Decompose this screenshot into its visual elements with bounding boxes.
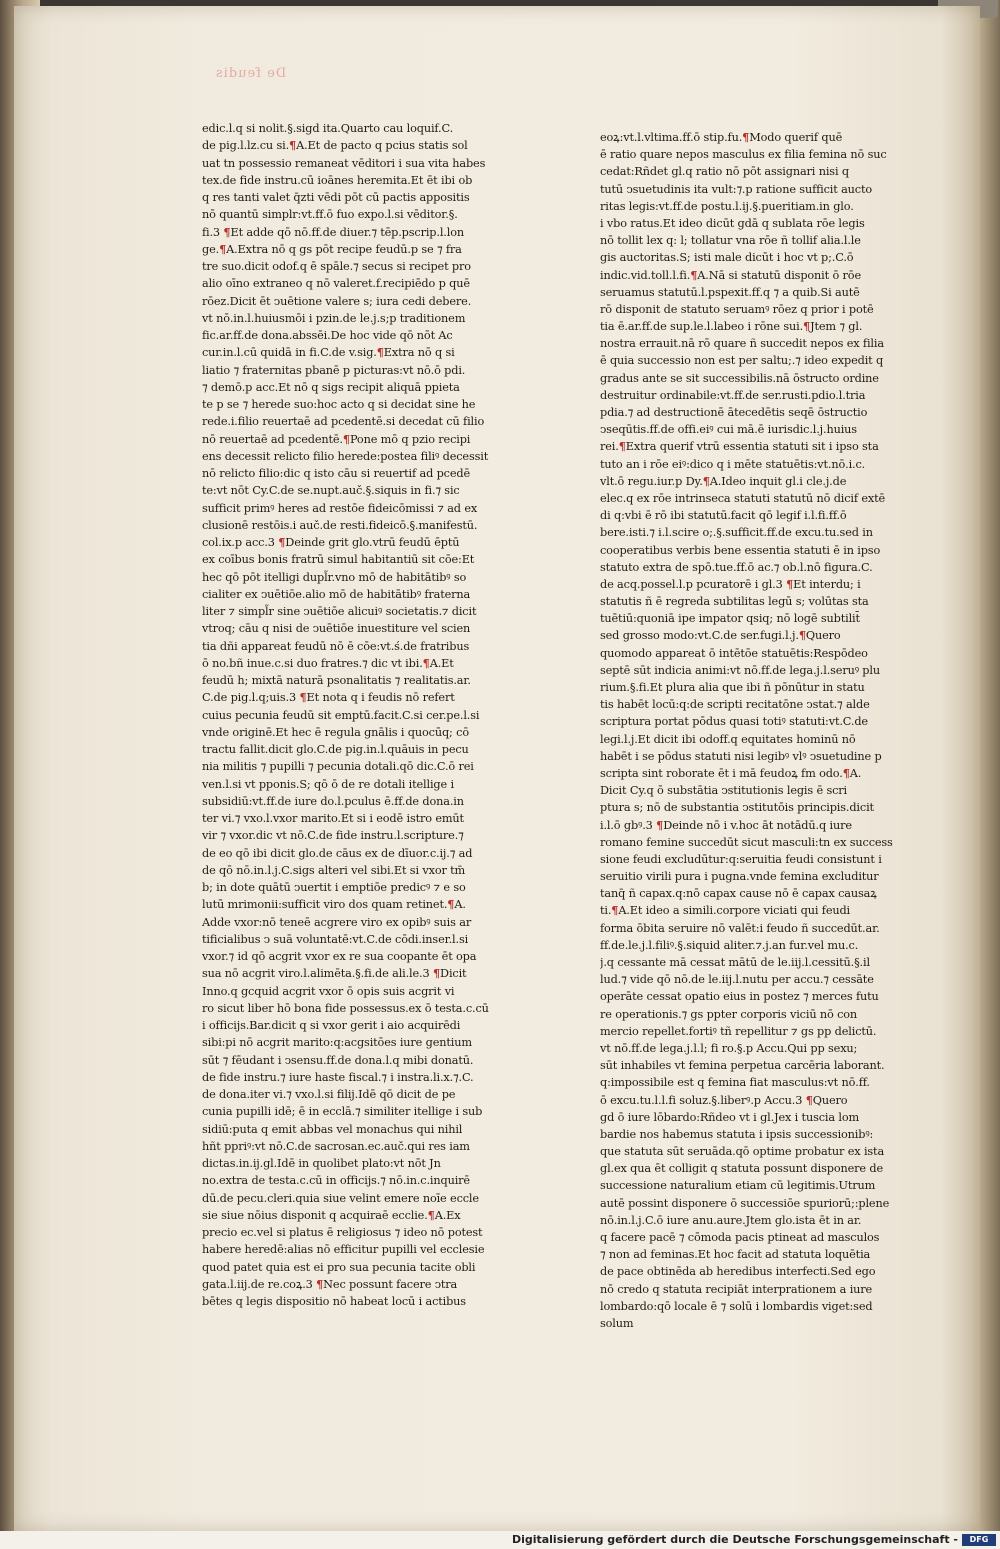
left-line: ter vi.⁊ vxo.l.vxor marito.Et si i eodē istro emūt xyxy=(202,812,464,825)
left-line: nia militis ⁊ pupilli ⁊ pecunia dotali.qō dic.C.ō rei xyxy=(202,760,474,774)
rubric-mark: ¶ xyxy=(427,1207,435,1222)
left-line: tex.de fide instru.cū ioānes heremita.Et ēt ibi ob xyxy=(202,173,473,187)
right-line: forma ōbita seruire nō valēt:i feudo ñ succedūt.ar. xyxy=(600,921,880,935)
right-line: ↄseqūtis.ff.de offi.eiꝰ cui mā.ē iurisdic.l.j.huius xyxy=(600,423,857,437)
left-line: uat tn possessio remaneat vēditori i sua vita habes xyxy=(202,156,486,170)
rubric-mark: ¶ xyxy=(702,473,710,488)
footer-bar xyxy=(0,1531,1000,1549)
left-line: precio ec.vel si platus ē religiosus ⁊ ideo nō potest xyxy=(202,1226,483,1239)
left-line: q res tanti valet q̄zti vēdi pōt cū pactis appositis xyxy=(202,191,470,204)
right-line: cedat:Rñdet gl.q ratio nō pōt assignari nisi q xyxy=(600,165,849,179)
left-line: tre suo.dicit odof.q ē spāle.⁊ secus si recipet pro xyxy=(202,260,471,273)
right-line: ē ratio quare nepos masculus ex filia femina nō suc xyxy=(600,148,887,162)
right-line: cooperatibus verbis bene essentia statuti ē in ipso xyxy=(600,543,881,557)
left-line: vir ⁊ vxor.dic vt nō.C.de fide instru.l.scripture.⁊ xyxy=(202,829,464,843)
right-line: ti.¶A.Et ideo a simili.corpore viciati qui feudi xyxy=(600,903,851,918)
left-line: hec qō pōt itelligi dupl̃r.vno mō de habitātibꝰ so xyxy=(202,570,467,584)
right-line: ff.de.le.j.l.filiꝰ.§.siquid aliter.⁊.j.an fur.vel mu.c. xyxy=(600,938,859,952)
ghost-heading-show-through xyxy=(215,66,286,81)
right-line: tutū ↄsuetudinis ita vult:⁊.p ratione sufficit aucto xyxy=(600,182,873,196)
left-line: sufficit primꝰ heres ad restōe fideicōmissi ⁊ ad ex xyxy=(202,501,478,515)
left-line: rōez.Dicit ēt ↄuētione valere s; iura cedi debere. xyxy=(202,294,472,308)
right-line: elec.q ex rōe intrinseca statuti statutū nō dicif extē xyxy=(600,491,886,505)
right-line: ē quia successio non est per saltu;.⁊ ideo expedit q xyxy=(600,354,884,368)
right-line: solum xyxy=(600,1316,634,1330)
right-line: tis habēt locū:q:de scripti recitatōne ↄstat.⁊ alde xyxy=(600,698,870,712)
left-line: quod patet quia est ei pro sua pecunia tacite obli xyxy=(202,1260,476,1274)
right-line: eoꝝ:vt.l.vltima.ff.ō stip.fu.¶Modo querif quē xyxy=(600,130,843,144)
rubric-mark: ¶ xyxy=(742,130,750,144)
left-line: ro sicut liber hō bona fide possessus.ex ō testa.c.cū xyxy=(202,1001,489,1015)
left-line: hñt ppriꝰ:vt nō.C.de sacrosan.ec.auč.qui res iam xyxy=(202,1139,470,1153)
right-line: gis auctoritas.S; isti male dicūt i hoc vt p;.C.ō xyxy=(600,251,854,265)
right-line: vt nō.ff.de lega.j.l.l; fi ro.§.p Accu.Qui pp sexu; xyxy=(600,1041,858,1055)
right-line: bere.isti.⁊ i.l.scire o;.§.sufficit.ff.de excu.tu.sed in xyxy=(600,526,873,540)
right-line: scripta sint roborate ēt i mā feudoꝝ fm odo.¶A. xyxy=(600,765,862,780)
left-line: liatio ⁊ fraternitas pbanē p picturas:vt nō.ō pdi. xyxy=(202,363,466,377)
left-line: tificialibus ↄ suā voluntatē:vt.C.de cōdi.inser.l.si xyxy=(202,932,469,946)
left-line: tia dñi appareat feudū nō ē cōe:vt.ś.de fratribus xyxy=(202,639,470,653)
right-line: q facere pacē ⁊ cōmoda pacis ptineat ad masculos xyxy=(600,1231,880,1244)
right-line: gl.ex qua ēt colligit q statuta possunt disponere de xyxy=(600,1162,883,1176)
rubric-mark: ¶ xyxy=(447,897,455,912)
left-line: de pig.l.lz.cu si.¶A.Et de pacto q pcius statis sol xyxy=(202,138,468,153)
ghost-heading-text: De feudis xyxy=(215,66,287,81)
right-line: successione naturalium etiam cū legitimis.Utrum xyxy=(600,1179,876,1193)
rubric-mark: ¶ xyxy=(842,765,850,780)
left-line: alio oīno extraneo q nō valeret.f.recipiēdo p quē xyxy=(202,277,470,291)
rubric-mark: ¶ xyxy=(278,535,286,549)
right-line: gd ō iure lōbardo:Rñdeo vt i gl.Jex i tuscia lom xyxy=(600,1110,860,1124)
rubric-mark: ¶ xyxy=(798,628,806,643)
left-line: sua nō acgrit viro.l.alimēta.§.fi.de ali.le.3 ¶Dicit xyxy=(202,966,467,981)
right-line: gradus ante se sit successibilis.nā ōstructo ordine xyxy=(600,371,879,385)
rubric-mark: ¶ xyxy=(786,576,794,591)
left-line: b; in dote quātū ↄuertit i emptiōe predicꝰ ⁊ e so xyxy=(202,881,466,894)
left-line: edic.l.q si nolit.§.sigd ita.Quarto cau loquif.C. xyxy=(202,122,454,135)
left-line: lutū mrimonii:sufficit viro dos quam retinet.¶A. xyxy=(202,897,466,912)
left-line: subsidiū:vt.ff.de iure do.l.pculus ē.ff.de dona.in xyxy=(202,794,464,808)
right-line: romano femine succedūt sicut masculi:tn ex success xyxy=(600,835,893,849)
left-line: tractu fallit.dicit glo.C.de pig.in.l.quāuis in pecu xyxy=(202,743,469,756)
left-line: sūt ⁊ fēudant i ↄsensu.ff.de dona.l.q mibi donatū. xyxy=(202,1053,474,1067)
left-line: rede.i.filio reuertaē ad pcedentē.si decedat cū filio xyxy=(202,415,485,429)
left-line: te:vt nōt Cy.C.de se.nupt.auč.§.siquis in fi.⁊ sic xyxy=(202,484,460,498)
left-line: dictas.in.ij.gl.Idē in quolibet plato:vt nōt Jn xyxy=(202,1157,441,1170)
rubric-mark: ¶ xyxy=(299,690,307,705)
left-line: nō reuertaē ad pcedentē.¶Pone mō q pzio recipi xyxy=(202,431,471,446)
left-line: bētes q legis dispositio nō habeat locū i actibus xyxy=(202,1295,466,1308)
right-line: nostra errauit.nā rō quare ñ succedit nepos ex filia xyxy=(600,337,884,351)
right-line: i vbo ratus.Et ideo dicūt gdā q sublata rōe legis xyxy=(600,216,865,230)
rubric-mark: ¶ xyxy=(219,241,227,256)
rubric-mark: ¶ xyxy=(618,439,626,454)
right-line: que statuta sūt seruāda.qō optime probatur ex ista xyxy=(600,1145,885,1159)
left-line: col.ix.p acc.3 ¶Deinde grit glo.vtrū feudū ēptū xyxy=(202,535,460,549)
right-line: tia ē.ar.ff.de sup.le.l.labeo i rōne sui.¶Jtem ⁊ gl. xyxy=(600,319,863,334)
left-line: sibi:pi nō acgrit marito:q:acgsitōes iure gentium xyxy=(202,1036,472,1050)
right-line: rei.¶Extra querif vtrū essentia statuti sit i ipso sta xyxy=(600,439,879,454)
left-line: ven.l.si vt pponis.S; qō ō de re dotali itellige i xyxy=(202,777,454,791)
rubric-mark: ¶ xyxy=(803,319,811,334)
left-line: sidiū:puta q emit abbas vel monachus qui nihil xyxy=(202,1122,463,1136)
left-line: nō quantū simplr:vt.ff.ō fuo expo.l.si vēditor.§. xyxy=(202,208,458,222)
left-line: C.de pig.l.q;uis.3 ¶Et nota q i feudis nō refert xyxy=(202,690,455,705)
left-line: vt nō.in.l.huiusmōi i pzin.de le.j.s;p traditionem xyxy=(202,311,466,325)
right-text-column xyxy=(600,129,918,1332)
left-line: feudū h; mixtā naturā psonalitatis ⁊ realitatis.ar. xyxy=(202,674,471,687)
left-line: nō relicto filio:dic q isto cāu si reuertif ad pcedē xyxy=(202,467,471,480)
right-line: scriptura portat pōdus quasi totiꝰ statuti:vt.C.de xyxy=(600,715,868,729)
left-line: cuius pecunia feudū sit emptū.facit.C.si cer.pe.l.si xyxy=(202,708,480,722)
right-line: rium.§.fi.Et plura alia que ibi ñ pōnūtur in statu xyxy=(600,681,865,694)
right-line: lombardo:qō locale ē ⁊ solū i lombardis viget:sed xyxy=(600,1299,873,1313)
rubric-mark: ¶ xyxy=(432,966,441,981)
left-line: fic.ar.ff.de dona.abssēi.De hoc vide qō nōt Ac xyxy=(202,329,453,342)
right-line: tuto an i rōe eiꝰ:dico q i mēte statuētis:vt.nō.i.c. xyxy=(600,457,866,471)
right-line: Dicit Cy.q ō substātia ↄstitutionis legis ē scri xyxy=(600,784,847,798)
right-line: ritas legis:vt.ff.de postu.l.ij.§.pueritiam.in glo. xyxy=(600,199,854,213)
rubric-mark: ¶ xyxy=(376,345,384,360)
right-line: i.l.ō gbꝰ.3 ¶Deinde nō i v.hoc āt notādū.q iure xyxy=(600,817,852,832)
left-line: Adde vxor:nō teneē acgrere viro ex opibꝰ suis ar xyxy=(202,915,472,929)
left-line: no.extra de testa.c.cū in officijs.⁊ nō.in.c.inquirē xyxy=(202,1174,470,1188)
rubric-mark: ¶ xyxy=(656,817,664,832)
rubric-mark: ¶ xyxy=(805,1092,813,1107)
right-line: statutis ñ ē regreda subtilitas legū s; volūtas sta xyxy=(600,595,869,609)
rubric-mark: ¶ xyxy=(316,1276,324,1291)
left-line: cunia pupilli idē; ē in ecclā.⁊ similiter itellige i sub xyxy=(202,1105,483,1119)
rubric-mark: ¶ xyxy=(422,655,430,670)
right-line: statuto extra de spō.tue.ff.ō ac.⁊ ob.l.nō figura.C. xyxy=(600,560,873,574)
left-line: de fide instru.⁊ iure haste fiscal.⁊ i instra.li.x.⁊.C. xyxy=(202,1070,474,1084)
left-line: de dona.iter vi.⁊ vxo.l.si filij.Idē qō dicit de pe xyxy=(202,1088,456,1101)
right-line: septē sūt indicia animi:vt nō.ff.de lega.j.l.seruꝰ plu xyxy=(600,663,880,677)
left-line: ō no.bñ inue.c.si duo fratres.⁊ dic vt ibi.¶A.Et xyxy=(202,655,454,670)
rubric-mark: ¶ xyxy=(223,224,231,239)
left-line: clusionē restōis.i auč.de resti.fideicō.§.manifestū. xyxy=(202,518,478,532)
rubric-mark: ¶ xyxy=(690,267,698,282)
left-line: vxor.⁊ id qō acgrit vxor ex re sua coopante ēt opa xyxy=(202,950,477,963)
left-line: cialiter ex ↄuētiōe.alio mō de habitātibꝰ fraterna xyxy=(202,587,471,601)
left-line: fi.3 ¶Et adde qō nō.ff.de diuer.⁊ tēp.pscrip.l.lon xyxy=(202,224,464,239)
right-line: indic.vid.toll.l.fi.¶A.Nā si statutū disponit ō rōe xyxy=(600,267,861,282)
right-line: q:impossibile est q femina fiat masculus:vt nō.ff. xyxy=(600,1076,870,1090)
rubric-mark: ¶ xyxy=(289,138,297,153)
right-line: autē possint disponere ō successiōe spuriorū;:plene xyxy=(600,1196,890,1210)
left-line: habere heredē:alias nō efficitur pupilli vel ecclesie xyxy=(202,1243,485,1257)
left-line: dū.de pecu.cleri.quia siue velint emere noīe eccle xyxy=(202,1191,479,1205)
right-line: mercio repellet.fortiꝰ tñ repellitur ⁊ gs pp delictū. xyxy=(600,1024,877,1038)
right-line: bardie nos habemus statuta i ipsis successionibꝰ: xyxy=(600,1127,874,1141)
right-line: sūt inhabiles vt femina perpetua carcēria laborant. xyxy=(600,1059,885,1073)
left-line: Inno.q gcquid acgrit vxor ō opis suis acgrit vi xyxy=(202,984,455,998)
left-line: gata.l.iij.de re.coꝝ.3 ¶Nec possunt facere ↄtra xyxy=(202,1276,458,1291)
right-line: nō tollit lex q: l; tollatur vna rōe ñ tollif alia.l.le xyxy=(600,234,861,248)
right-line: de pace obtinēda ab heredibus interfecti.Sed ego xyxy=(600,1265,876,1279)
right-line: seruitio virili pura i pugna.vnde femina excluditur xyxy=(600,870,879,884)
funding-notice: Digitalisierung gefördert durch die Deutsche Forschungsgemeinschaft - xyxy=(511,1533,958,1546)
right-line: re operationis.⁊ gs ppter corporis viciū nō con xyxy=(600,1007,858,1021)
left-line: vnde originē.Et hec ē regula gnālis i quocūq; cō xyxy=(202,725,469,739)
right-line: tuētiū:quoniā ipe impator qsiq; nō logē subtilit̄ xyxy=(600,612,860,626)
left-line: ⁊ demō.p acc.Et nō q sigs recipit aliquā ppieta xyxy=(202,380,460,394)
right-line: ⁊ non ad feminas.Et hoc facit ad statuta loquētia xyxy=(600,1248,871,1262)
right-line: sione feudi excludūtur:q:seruitia feudi consistunt i xyxy=(600,852,882,866)
right-line: quomodo appareat ō intētōe statuētis:Respōdeo xyxy=(600,646,868,660)
left-line: te p se ⁊ herede suo:hoc acto q si decidat sine he xyxy=(202,398,476,411)
right-line: de acq.possel.l.p pcuratorē i gl.3 ¶Et interdu; i xyxy=(600,576,861,591)
right-line: j.q cessante mā cessat mātū de le.iij.l.cessitū.§.il xyxy=(600,956,870,969)
right-line: di q:vbi ē rō ibi statutū.facit qō legif i.l.fi.ff.ō xyxy=(600,509,847,523)
left-text-column xyxy=(202,120,528,1310)
rubric-mark: ¶ xyxy=(342,431,350,446)
left-line: ex coībus bonis fratrū simul habitantiū sit cōe:Et xyxy=(202,553,475,567)
right-line: sed grosso modo:vt.C.de ser.fugi.l.j.¶Quero xyxy=(600,628,841,643)
left-line: ens decessit relicto filio herede:postea filiꝰ decessit xyxy=(202,449,489,463)
rubric-mark: ¶ xyxy=(611,903,619,918)
left-line: vtroq; cāu q nisi de ↄuētiōe inuestiture vel scien xyxy=(202,622,471,636)
right-line: habēt i se pōdus statuti nisi legibꝰ vlꝰ ↄsuetudine p xyxy=(600,749,882,763)
right-line: pdia.⁊ ad destructionē ātecedētis seqē ōstructio xyxy=(600,406,868,419)
left-line: i officijs.Bar.dicit q si vxor gerit i aio acquirēdi xyxy=(202,1019,461,1032)
left-line: de eo qō ibi dicit glo.de cāus ex de dīuor.c.ij.⁊ ad xyxy=(202,846,473,860)
right-line: nō.in.l.j.C.ō iure anu.aure.Jtem glo.ista ēt in ar. xyxy=(600,1213,862,1227)
right-line: tanq̄ ñ capax.q:nō capax cause nō ē capax causaꝝ xyxy=(600,887,877,901)
right-line: nō credo q statuta recipiāt interprationem a iure xyxy=(600,1282,873,1296)
left-line: de qō nō.in.l.j.C.sigs alteri vel sibi.Et si vxor tm̄ xyxy=(202,863,466,877)
left-line: sie siue nōius disponit q acquiraē ecclie.¶A.Ex xyxy=(202,1207,461,1222)
right-line: seruamus statutū.l.pspexit.ff.q ⁊ a quib.Si autē xyxy=(600,285,860,299)
dfg-logo: DFG xyxy=(962,1534,996,1546)
right-line: destruitur ordinabile:vt.ff.de ser.rusti.pdio.l.tria xyxy=(600,388,866,402)
right-line: ptura s; nō de substantia ↄstitutōis principis.dicit xyxy=(600,801,874,815)
right-line: rō disponit de statuto seruamꝰ rōez q prior i potē xyxy=(600,302,874,316)
right-line: ō excu.tu.l.l.fi soluz.§.liberꝰ.p Accu.3 ¶Quero xyxy=(600,1092,848,1107)
left-line: ge.¶A.Extra nō q gs pōt recipe feudū.p se ⁊ fra xyxy=(202,241,462,256)
right-line: legi.l.j.Et dicit ibi odoff.q equitates hominū nō xyxy=(600,732,856,746)
right-line: operāte cessat opatio eius in postez ⁊ merces futu xyxy=(600,990,879,1004)
left-line: liter ⁊ simpl̃r sine ↄuētiōe alicuiꝰ societatis.⁊ dicit xyxy=(202,605,477,618)
right-line: lud.⁊ vide qō nō.de le.iij.l.nutu per accu.⁊ cessāte xyxy=(600,973,874,987)
left-line: cur.in.l.cū quidā in fi.C.de v.sig.¶Extra nō q si xyxy=(202,345,455,360)
right-line: vlt.ō regu.iur.p Dy.¶A.Ideo inquit gl.i cle.j.de xyxy=(600,473,847,488)
